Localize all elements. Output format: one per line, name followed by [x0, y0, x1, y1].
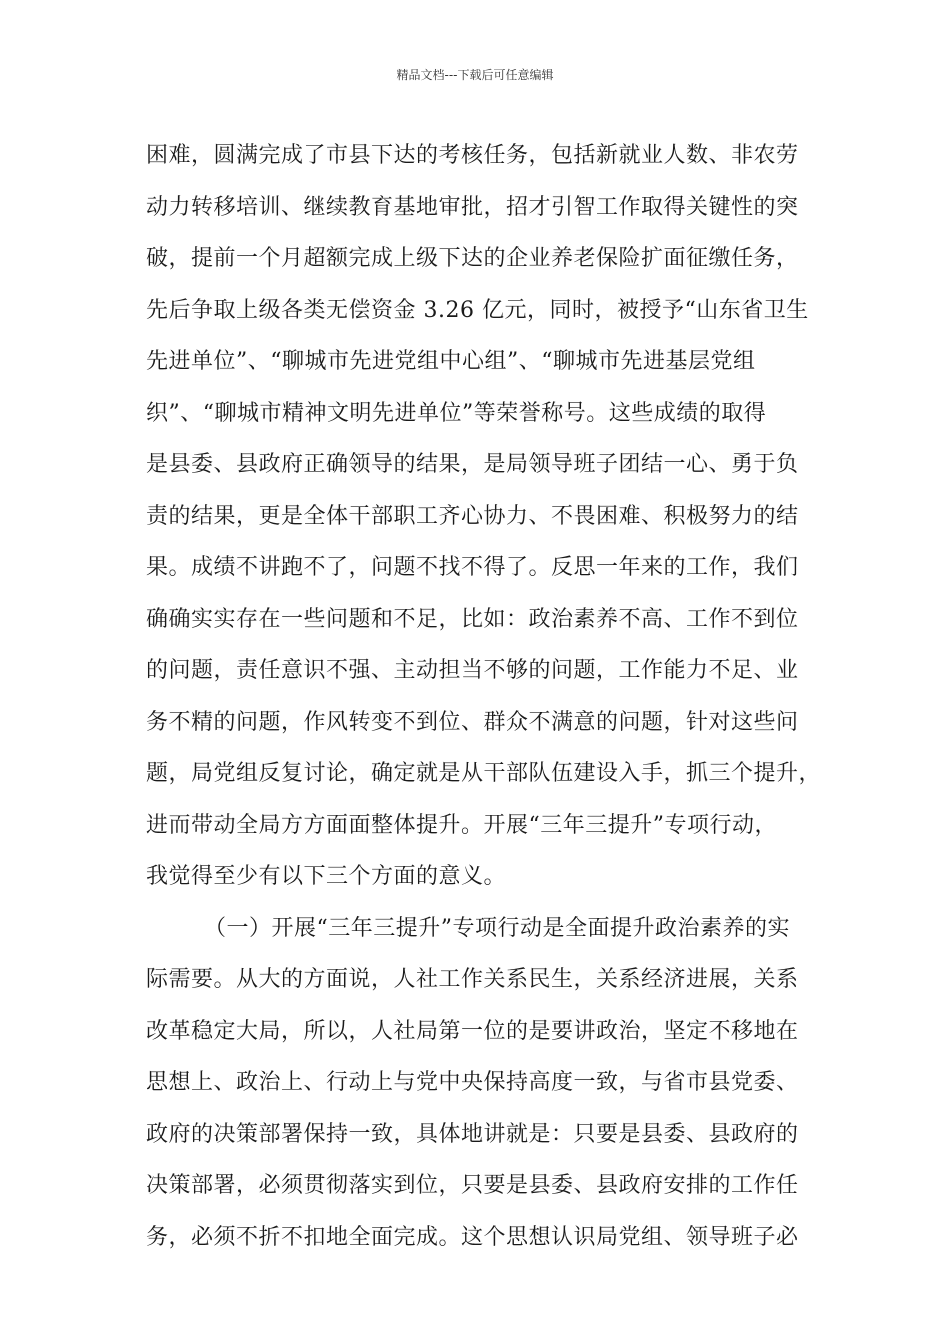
text-line: 织”、“聊城市精神文明先进单位”等荣誉称号。这些成绩的取得 — [146, 400, 767, 426]
text-line: 题，局党组反复讨论，确定就是从干部队伍建设入手，抓三个提升， — [146, 761, 822, 786]
text-line: 困难，圆满完成了市县下达的考核任务，包括新就业人数、非农劳 — [146, 143, 799, 168]
text-line: 改革稳定大局，所以，人社局第一位的是要讲政治，坚定不移地在 — [146, 1018, 799, 1044]
text-line: 思想上、政治上、行动上与党中央保持高度一致，与省市县党委、 — [146, 1070, 799, 1095]
page-header: 精品文档---下载后可任意编辑 — [396, 68, 554, 82]
text-line: （一）开展“三年三提升”专项行动是全面提升政治素养的实 — [204, 915, 790, 941]
text-line: 决策部署，必须贯彻落实到位，只要是县委、县政府安排的工作任 — [146, 1173, 799, 1198]
text-line: 破，提前一个月超额完成上级下达的企业养老保险扩面征缴任务， — [146, 246, 799, 271]
text-line: 动力转移培训、继续教育基地审批，招才引智工作取得关键性的突 — [146, 194, 799, 220]
text-line: 务，必须不折不扣地全面完成。这个思想认识局党组、领导班子必 — [146, 1224, 799, 1250]
text-line: 先后争取上级各类无偿资金 3.26 亿元，同时，被授予“山东省卫生 — [146, 297, 809, 323]
text-line: 政府的决策部署保持一致，具体地讲就是：只要是县委、县政府的 — [146, 1121, 799, 1147]
text-line: 务不精的问题，作风转变不到位、群众不满意的问题，针对这些问 — [146, 709, 799, 735]
document-body — [146, 130, 822, 1263]
text-line: 际需要。从大的方面说，人社工作关系民生，关系经济进展，关系 — [146, 967, 799, 992]
text-line: 先进单位”、“聊城市先进党组中心组”、“聊城市先进基层党组 — [146, 349, 756, 374]
text-line: 责的结果，更是全体干部职工齐心协力、不畏困难、积极努力的结 — [146, 503, 799, 529]
text-line: 的问题，责任意识不强、主动担当不够的问题，工作能力不足、业 — [146, 658, 799, 683]
text-line: 果。成绩不讲跑不了，问题不找不得了。反思一年来的工作，我们 — [146, 555, 799, 580]
text-line: 进而带动全局方方面面整体提升。开展“三年三提升”专项行动， — [146, 812, 777, 838]
text-line: 我觉得至少有以下三个方面的意义。 — [146, 864, 507, 889]
text-line: 确确实实存在一些问题和不足，比如：政治素养不高、工作不到位 — [146, 606, 799, 632]
text-line: 是县委、县政府正确领导的结果，是局领导班子团结一心、勇于负 — [146, 452, 799, 477]
